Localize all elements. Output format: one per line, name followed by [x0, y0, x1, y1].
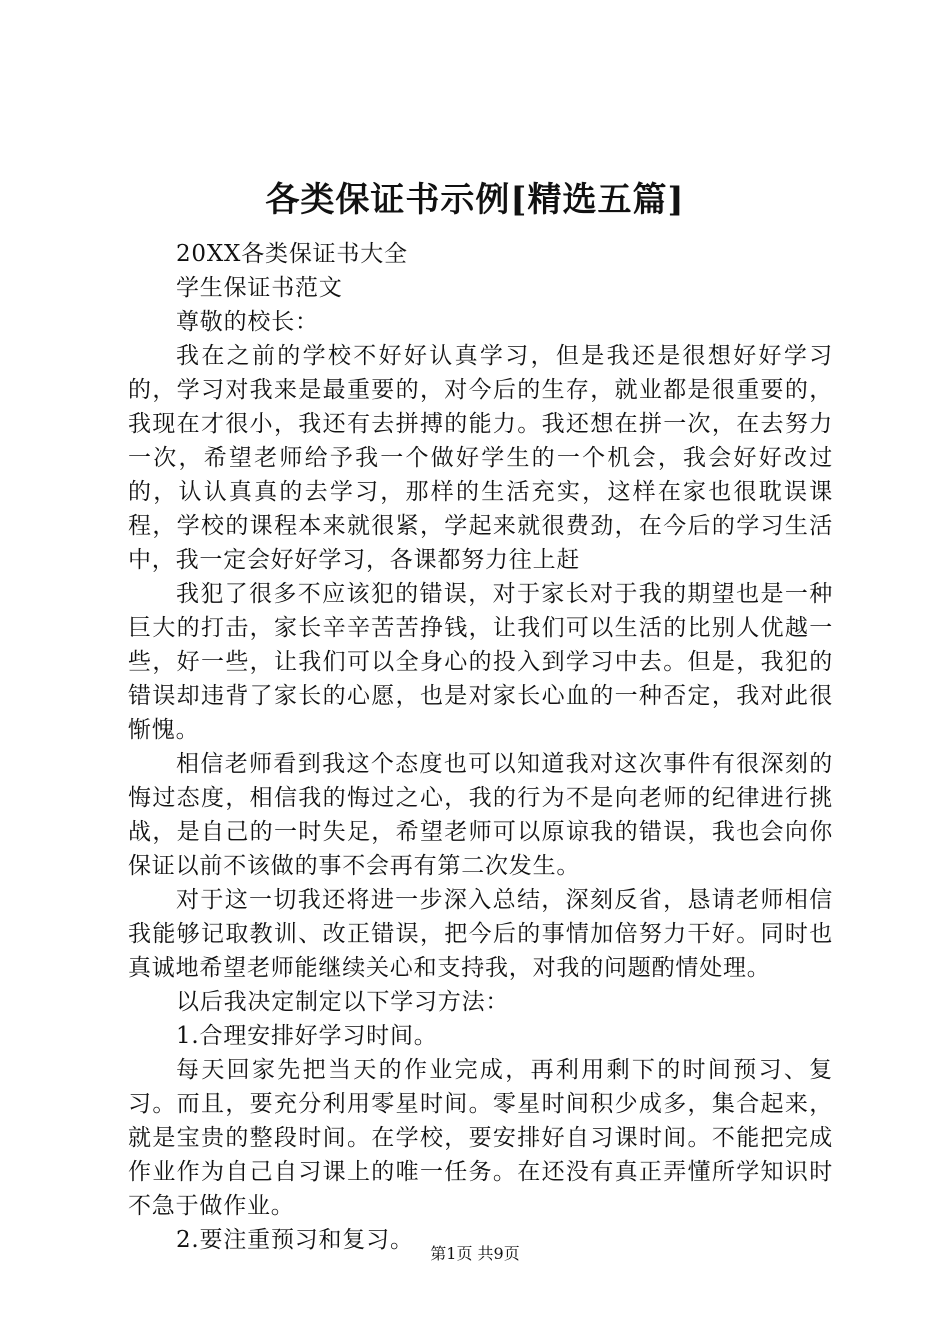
paragraph-body: 对于这一切我还将进一步深入总结，深刻反省，恳请老师相信我能够记取教训、改正错误，把今后的事情加倍努力干好。同时也真诚地希望老师能继续关心和支持我，对我的问题酌情处理。: [128, 887, 833, 981]
page-number-footer: 第1页 共9页: [430, 1244, 520, 1263]
paragraph-heading-sample: 学生保证书范文: [176, 275, 343, 301]
paragraph-body: 我在之前的学校不好好认真学习，但是我还是很想好好学习的，学习对我来是最重要的，对今后的生存，就业都是很重要的，我现在才很小，我还有去拼搏的能力。我还想在拼一次，在去努力一次，希望老师给予我一个做好学生的一个机会，我会好好改过的，认认真真的去学习，那样的生活充实，这样在家也很耽误课程，学校的课程本来就很紧，学起来就很费劲，在今后的学习生活中，我一定会好好学习，各课都努力往上赶: [128, 343, 833, 573]
paragraph-body: 相信老师看到我这个态度也可以知道我对这次事件有很深刻的悔过态度，相信我的悔过之心，我的行为不是向老师的纪律进行挑战，是自己的一时失足，希望老师可以原谅我的错误，我也会向你保证以前不该做的事不会再有第二次发生。: [128, 751, 833, 879]
paragraph-body: 我犯了很多不应该犯的错误，对于家长对于我的期望也是一种巨大的打击，家长辛辛苦苦挣钱，让我们可以生活的比别人优越一些，好一些，让我们可以全身心的投入到学习中去。但是，我犯的错误却违背了家长的心愿，也是对家长心血的一种否定，我对此很惭愧。: [128, 581, 833, 743]
paragraph-body: 每天回家先把当天的作业完成，再利用剩下的时间预习、复习。而且，要充分利用零星时间。零星时间积少成多，集合起来，就是宝贵的整段时间。在学校，要安排好自习课时间。不能把完成作业作为自己自习课上的唯一任务。在还没有真正弄懂所学知识时不急于做作业。: [128, 1057, 833, 1219]
list-item-heading: 1.合理安排好学习时间。: [176, 1023, 438, 1049]
document-title: 各类保证书示例[精选五篇]: [265, 180, 685, 220]
document-body: [128, 237, 833, 1257]
list-item-heading: 2.要注重预习和复习。: [176, 1227, 414, 1253]
paragraph-body: 以后我决定制定以下学习方法：: [176, 989, 510, 1015]
paragraph-heading-collection: 20XX各类保证书大全: [176, 241, 408, 267]
paragraph-salutation: 尊敬的校长：: [176, 309, 319, 335]
